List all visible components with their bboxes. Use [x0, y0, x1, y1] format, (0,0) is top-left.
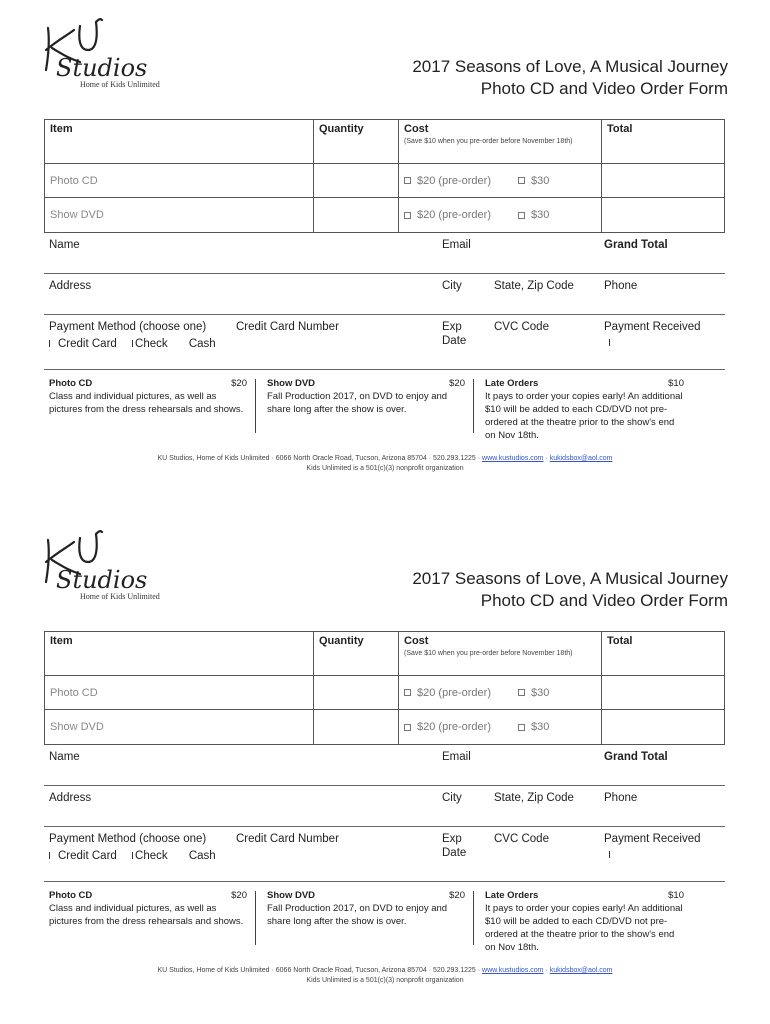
product-name: Photo CD	[49, 890, 93, 901]
regular-label: $30	[531, 686, 550, 699]
product-desc: Fall Production 2017, on DVD to enjoy and share long after the show is over.	[267, 391, 448, 415]
table-row	[45, 676, 725, 710]
product-price: $10	[668, 378, 684, 389]
title-line-1: 2017 Seasons of Love, A Musical Journey	[412, 569, 728, 588]
cash-option[interactable]: Cash	[188, 338, 216, 350]
payment-received-label: Payment Received	[604, 833, 701, 845]
email-link[interactable]: kukidsbox@aol.com	[549, 967, 613, 974]
divider	[44, 273, 725, 274]
form-title	[412, 568, 728, 612]
table-row	[45, 710, 725, 745]
product-desc: Fall Production 2017, on DVD to enjoy and share long after the show is over.	[267, 903, 448, 927]
payment-received-checkbox[interactable]	[609, 337, 618, 349]
regular-label: $30	[531, 174, 550, 187]
credit-card-option: Credit Card	[58, 850, 117, 862]
payment-options	[49, 338, 216, 350]
check-option: Check	[135, 850, 168, 862]
regular-label: $30	[531, 209, 550, 221]
email-label: Email	[442, 239, 471, 251]
divider	[44, 826, 725, 827]
item-cell: Photo CD	[45, 164, 314, 198]
cost-options	[399, 710, 602, 745]
column-divider	[255, 379, 256, 433]
title-line-2: Photo CD and Video Order Form	[480, 591, 728, 610]
payment-method-label: Payment Method (choose one)	[49, 321, 207, 333]
product-show-dvd	[267, 889, 465, 928]
product-name: Late Orders	[485, 890, 539, 901]
exp-label: Exp	[442, 321, 462, 333]
email-link[interactable]: kukidsbox@aol.com	[549, 455, 613, 462]
logo-tagline: Home of Kids Unlimited	[80, 592, 160, 601]
table-header-row	[45, 632, 725, 676]
svg-text:Studios: Studios	[56, 54, 148, 82]
name-label: Name	[49, 751, 80, 763]
check-checkbox[interactable]	[132, 852, 133, 859]
cost-note: (Save $10 when you pre-order before November 18th)	[404, 138, 573, 145]
header-cost	[399, 120, 602, 164]
column-divider	[473, 891, 474, 945]
footer-nonprofit: Kids Unlimited is a 501(c)(3) nonprofit organization	[306, 465, 464, 472]
credit-card-checkbox[interactable]	[49, 340, 50, 347]
quantity-field[interactable]	[314, 676, 399, 710]
grand-total-label: Grand Total	[604, 239, 668, 251]
product-name: Show DVD	[267, 378, 316, 389]
item-cell: Show DVD	[45, 198, 314, 233]
preorder-checkbox[interactable]	[404, 212, 411, 219]
cvc-label: CVC Code	[494, 833, 549, 845]
cost-options	[399, 676, 602, 710]
quantity-field[interactable]	[314, 198, 399, 233]
regular-checkbox[interactable]	[518, 689, 525, 696]
total-field[interactable]	[602, 676, 725, 710]
footer-nonprofit: Kids Unlimited is a 501(c)(3) nonprofit organization	[306, 977, 464, 984]
divider	[44, 369, 725, 370]
product-name: Photo CD	[49, 378, 93, 389]
regular-checkbox[interactable]	[518, 724, 525, 731]
table-header-row	[45, 120, 725, 164]
product-desc: It pays to order your copies early! An additional $10 will be added to each CD/DVD not pre-ordered at the theatre prior to the show's end on Nov 18th.	[485, 391, 683, 441]
payment-method-label: Payment Method (choose one)	[49, 833, 207, 845]
address-label: Address	[49, 792, 92, 804]
city-label: City	[442, 280, 462, 292]
header-quantity: Quantity	[314, 120, 399, 164]
header-cost-label: Cost	[404, 635, 429, 647]
exp-label: Exp	[442, 833, 462, 845]
phone-label: Phone	[604, 280, 638, 292]
divider	[44, 881, 725, 882]
product-price: $20	[449, 890, 465, 901]
product-price: $20	[231, 890, 247, 901]
logo-tagline: Home of Kids Unlimited	[80, 80, 160, 89]
preorder-label: $20 (pre-order)	[417, 174, 491, 187]
total-field[interactable]	[602, 710, 725, 745]
header-quantity: Quantity	[314, 632, 399, 676]
website-link[interactable]: www.kustudios.com	[482, 455, 544, 462]
footer-contact: KU Studios, Home of Kids Unlimited · 6066 North Oracle Road, Tucson, Arizona 85704 · 520.293.1225 · www.kustudios.com · kukidsbox@aol.com	[157, 455, 613, 462]
product-late-orders	[485, 377, 684, 442]
footer	[0, 966, 770, 986]
regular-label: $30	[531, 721, 550, 733]
state-zip-label: State, Zip Code	[494, 280, 574, 292]
order-table	[44, 631, 725, 745]
preorder-checkbox[interactable]	[404, 724, 411, 731]
header-cost	[399, 632, 602, 676]
svg-text:Studios: Studios	[56, 566, 148, 594]
total-field[interactable]	[602, 198, 725, 233]
column-divider	[255, 891, 256, 945]
date-label: Date	[442, 847, 467, 859]
product-price: $10	[668, 890, 684, 901]
state-zip-label: State, Zip Code	[494, 792, 574, 804]
header-item: Item	[45, 120, 314, 164]
product-late-orders	[485, 889, 684, 954]
divider	[44, 785, 725, 786]
title-line-1: 2017 Seasons of Love, A Musical Journey	[412, 57, 728, 76]
order-form	[0, 512, 770, 1012]
payment-received-label: Payment Received	[604, 321, 701, 333]
credit-card-number-label: Credit Card Number	[236, 833, 339, 845]
header-total: Total	[602, 120, 725, 164]
preorder-checkbox[interactable]	[404, 177, 411, 184]
preorder-label: $20 (pre-order)	[417, 686, 491, 699]
product-price: $20	[231, 378, 247, 389]
preorder-label: $20 (pre-order)	[417, 209, 491, 221]
product-show-dvd	[267, 377, 465, 416]
regular-checkbox[interactable]	[518, 212, 525, 219]
preorder-checkbox[interactable]	[404, 689, 411, 696]
header-item: Item	[45, 632, 314, 676]
item-cell: Photo CD	[45, 676, 314, 710]
order-form	[0, 0, 770, 500]
date-label: Date	[442, 335, 467, 347]
table-row	[45, 164, 725, 198]
cost-options	[399, 198, 602, 233]
credit-card-number-label: Credit Card Number	[236, 321, 339, 333]
title-line-2: Photo CD and Video Order Form	[480, 79, 728, 98]
quantity-field[interactable]	[314, 164, 399, 198]
header-cost-label: Cost	[404, 123, 429, 135]
product-name: Late Orders	[485, 378, 539, 389]
table-row	[45, 198, 725, 233]
credit-card-checkbox[interactable]	[49, 852, 50, 859]
phone-label: Phone	[604, 792, 638, 804]
regular-checkbox[interactable]	[518, 177, 525, 184]
product-name: Show DVD	[267, 890, 316, 901]
cost-note: (Save $10 when you pre-order before November 18th)	[404, 650, 573, 657]
product-photo-cd	[49, 889, 247, 928]
total-field[interactable]	[602, 164, 725, 198]
address-label: Address	[49, 280, 92, 292]
check-checkbox[interactable]	[132, 340, 133, 347]
form-title	[412, 56, 728, 100]
header-total: Total	[602, 632, 725, 676]
check-option: Check	[135, 338, 168, 350]
name-label: Name	[49, 239, 80, 251]
footer-address: KU Studios, Home of Kids Unlimited · 6066 North Oracle Road, Tucson, Arizona 85704 · 520.293.1225 ·	[157, 455, 481, 462]
product-desc: Class and individual pictures, as well as pictures from the dress rehearsals and shows.	[49, 391, 244, 415]
cvc-label: CVC Code	[494, 321, 549, 333]
grand-total-label: Grand Total	[604, 751, 668, 763]
column-divider	[473, 379, 474, 433]
credit-card-option: Credit Card	[58, 338, 117, 350]
quantity-field[interactable]	[314, 710, 399, 745]
product-photo-cd	[49, 377, 247, 416]
payment-received-checkbox[interactable]	[609, 849, 618, 861]
preorder-label: $20 (pre-order)	[417, 721, 491, 733]
product-desc: It pays to order your copies early! An additional $10 will be added to each CD/DVD not pre-ordered at the theatre prior to the show's end on Nov 18th.	[485, 903, 683, 953]
city-label: City	[442, 792, 462, 804]
item-cell: Show DVD	[45, 710, 314, 745]
order-table	[44, 119, 725, 233]
product-price: $20	[449, 378, 465, 389]
email-label: Email	[442, 751, 471, 763]
divider	[44, 314, 725, 315]
product-desc: Class and individual pictures, as well as pictures from the dress rehearsals and shows.	[49, 903, 244, 927]
payment-options	[49, 850, 216, 862]
footer-address: KU Studios, Home of Kids Unlimited · 6066 North Oracle Road, Tucson, Arizona 85704 · 520.293.1225 ·	[157, 967, 481, 974]
footer	[0, 454, 770, 474]
footer-contact: KU Studios, Home of Kids Unlimited · 6066 North Oracle Road, Tucson, Arizona 85704 · 520.293.1225 · www.kustudios.com · kukidsbox@aol.com	[157, 967, 613, 974]
cost-options	[399, 164, 602, 198]
website-link[interactable]: www.kustudios.com	[482, 967, 544, 974]
cash-option[interactable]: Cash	[188, 850, 216, 862]
